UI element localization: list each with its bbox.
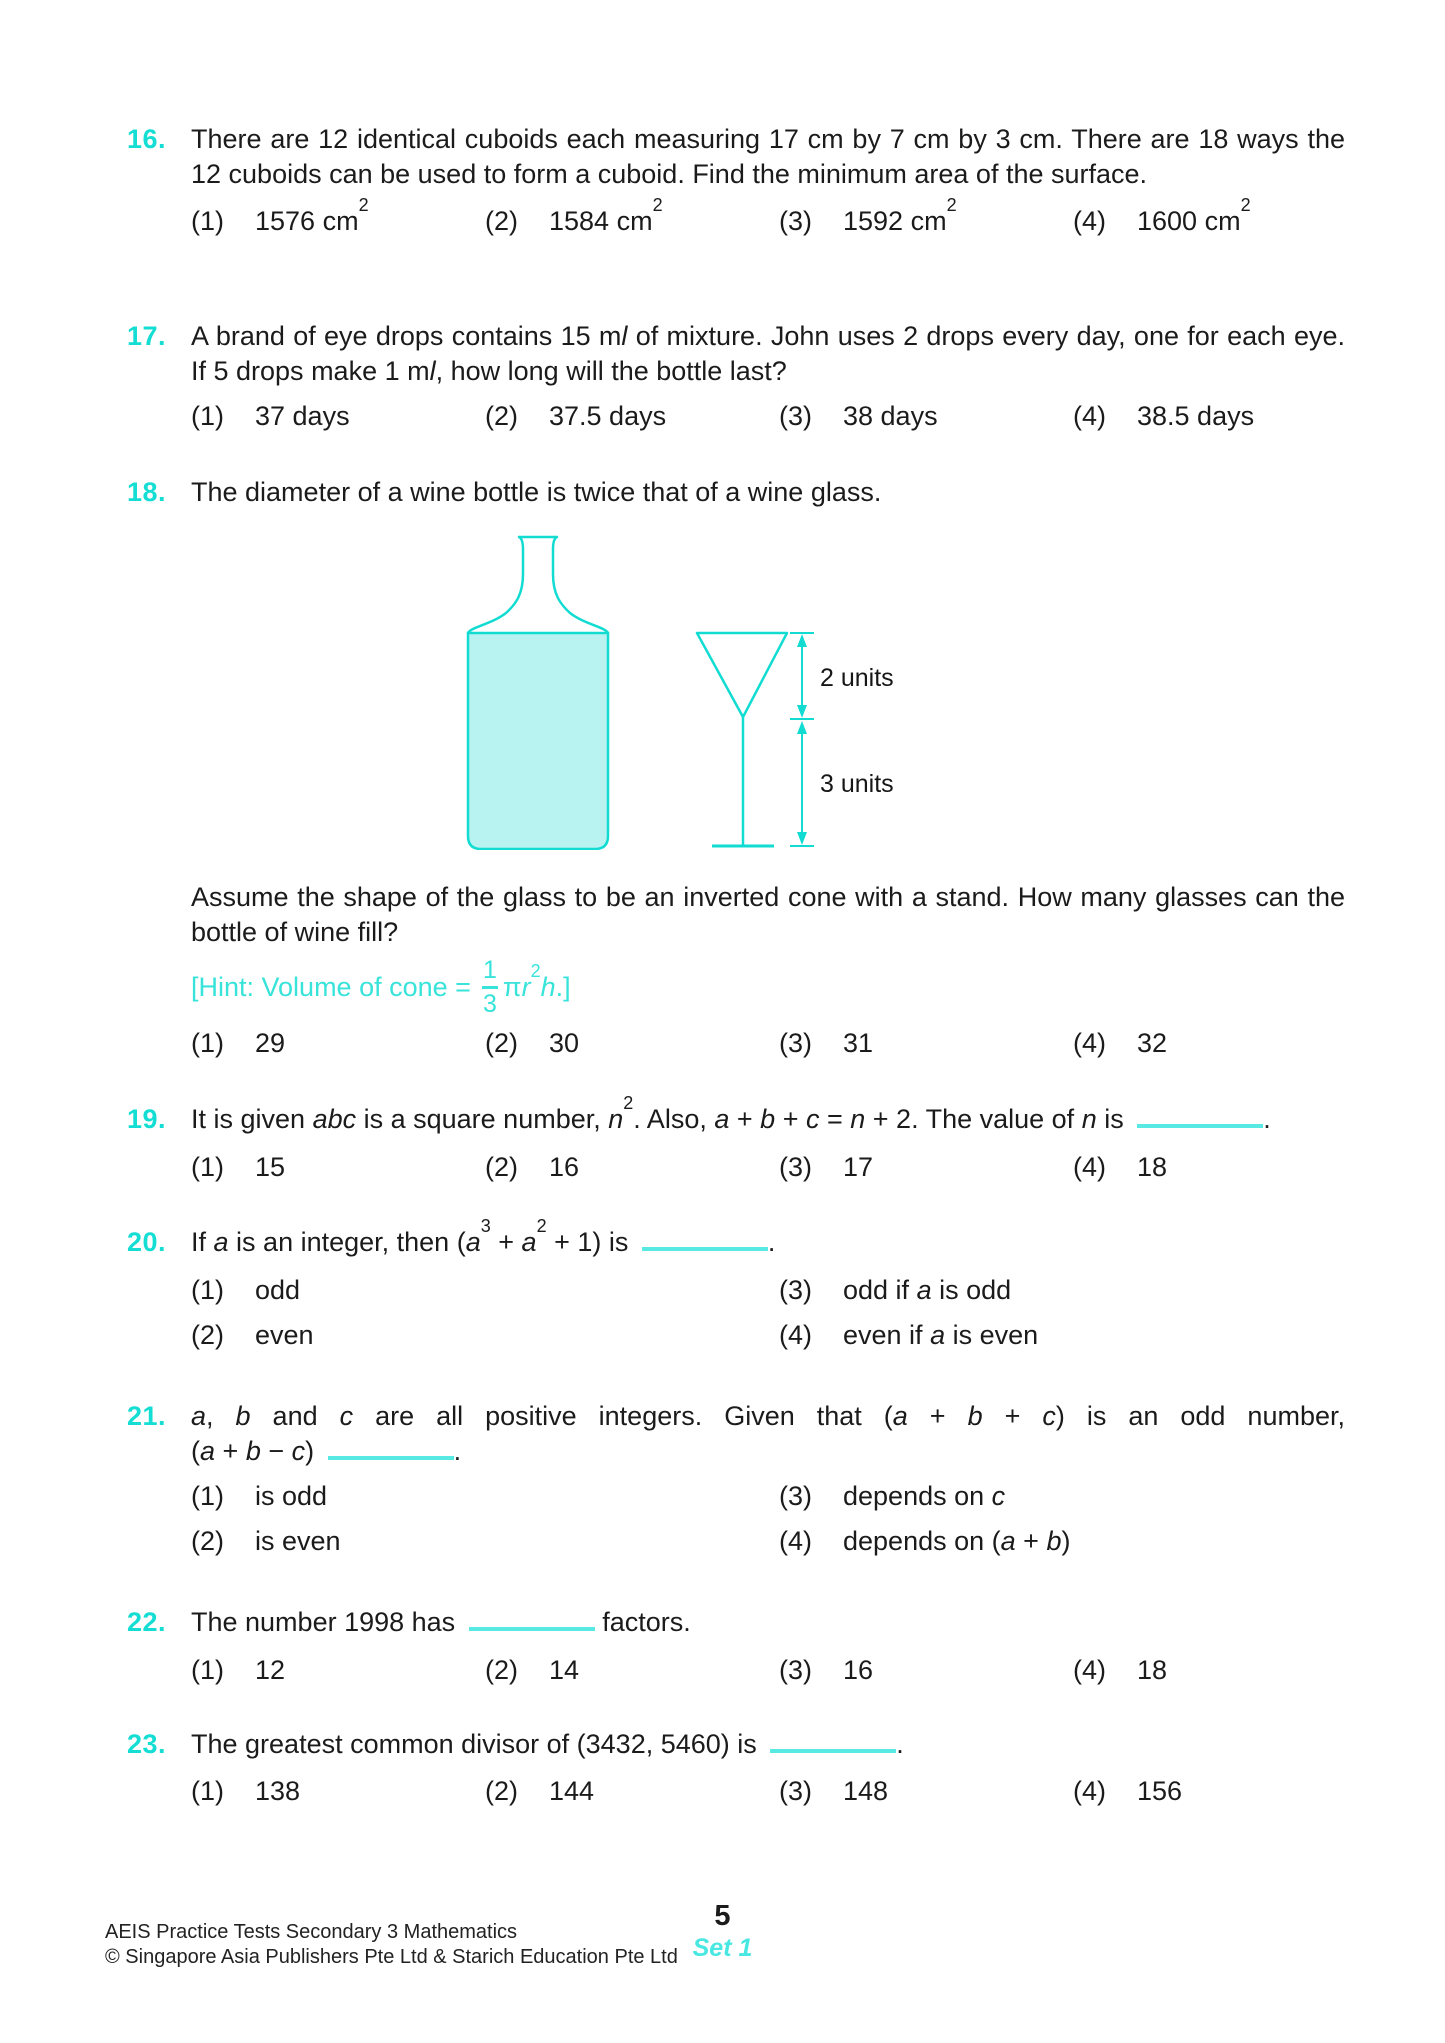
option-label: (1) (191, 1028, 224, 1058)
option (779, 1318, 1405, 1353)
question-21-number: 21. (126, 1401, 166, 1431)
option-value: 29 (255, 1028, 286, 1058)
dimension-arrow-cone-height (797, 634, 807, 718)
option-value: 1584 $cm^2$ (549, 195, 663, 236)
option-value: odd if a is odd (843, 1275, 1012, 1305)
footer-copyright: © Singapore Asia Publishers Pte Ltd & Starich Education Pte Ltd (105, 1946, 678, 1968)
option-value: is even (255, 1526, 341, 1556)
option-value: 37.5 days (549, 401, 667, 431)
fraction-one-third (482, 955, 498, 1018)
question-23-text: The greatest common divisor of (3432, 5460) is . (191, 1729, 904, 1759)
question-19 (0, 1093, 1445, 1185)
question-18-hint (191, 955, 1445, 1018)
option-value: 18 (1137, 1152, 1168, 1182)
option-label: (4) (1073, 206, 1106, 236)
option-value: 1600 $cm^2$ (1137, 195, 1251, 236)
question-21-options (191, 1479, 1405, 1559)
option-value: 30 (549, 1028, 580, 1058)
option-value: 16 (843, 1655, 874, 1685)
option (779, 1479, 1405, 1514)
question-20-options (191, 1273, 1405, 1353)
option-value: depends on c (843, 1481, 1006, 1511)
option-label: (1) (191, 1481, 224, 1511)
fraction-bar (482, 986, 498, 989)
option (779, 195, 1073, 239)
option-label: (1) (191, 1152, 224, 1182)
question-16-options (191, 195, 1405, 239)
question-23 (0, 1727, 1445, 1809)
option-value: even if a is even (843, 1320, 1039, 1350)
option-value: 138 (255, 1776, 301, 1806)
question-19-number: 19. (126, 1104, 166, 1134)
option (779, 1273, 1405, 1308)
option (191, 1653, 485, 1688)
option (485, 1150, 779, 1185)
question-21-text-line2: (a + b − c) . (191, 1436, 462, 1466)
question-19-text: It is given abc is a square number, $n^2$. Also, a + b + c = n + 2. The value of n is . (191, 1093, 1271, 1134)
option-value: 37 days (255, 401, 350, 431)
footer-book-title: AEIS Practice Tests Secondary 3 Mathematics (105, 1921, 518, 1943)
question-17-options (191, 399, 1405, 434)
option-value: depends on (a + b) (843, 1526, 1071, 1556)
option-label: (1) (191, 1776, 224, 1806)
page-footer (0, 1900, 1445, 2000)
option-value: 18 (1137, 1655, 1168, 1685)
option-label: (2) (485, 401, 518, 431)
option-label: (1) (191, 401, 224, 431)
fraction-numerator: 1 (482, 955, 497, 984)
option (779, 399, 1073, 434)
question-22-number: 22. (126, 1607, 166, 1637)
question-21 (0, 1399, 1445, 1559)
option-label: (2) (191, 1320, 224, 1350)
option-value: even (255, 1320, 314, 1350)
hint-prefix: [Hint: Volume of cone = (191, 971, 471, 1002)
question-17-number: 17. (126, 321, 166, 351)
option-value: 144 (549, 1776, 595, 1806)
option (191, 1273, 779, 1308)
answer-blank (770, 1749, 896, 1753)
option-value: 156 (1137, 1776, 1183, 1806)
question-23-options (191, 1774, 1405, 1809)
fraction-denominator: 3 (482, 989, 497, 1018)
option (191, 1774, 485, 1809)
option-label: (3) (779, 1028, 812, 1058)
option-value: 38 days (843, 401, 938, 431)
question-16 (0, 122, 1445, 239)
question-18-number: 18. (126, 477, 166, 507)
question-16-text: There are 12 identical cuboids each measuring 17 cm by 7 cm by 3 cm. There are 18 ways the 12 cuboids can be used to form a cuboid. Find the minimum area of the surface. (191, 124, 1345, 189)
option-label: (2) (485, 206, 518, 236)
option-label: (3) (779, 1776, 812, 1806)
option-value: 148 (843, 1776, 889, 1806)
option-label: (1) (191, 1275, 224, 1305)
option (1073, 399, 1405, 434)
option-label: (2) (485, 1028, 518, 1058)
option-label: (2) (485, 1655, 518, 1685)
option-value: 32 (1137, 1028, 1168, 1058)
wine-bottle-and-glass-diagram (440, 520, 910, 850)
option-label: (3) (779, 1481, 812, 1511)
question-19-options (191, 1150, 1405, 1185)
dimension-arrow-stem-height (797, 721, 807, 845)
option-label: (3) (779, 1655, 812, 1685)
option (779, 1150, 1073, 1185)
question-20-text: If a is an integer, then $(a^3 + a^2 + 1)$ is . (191, 1216, 776, 1257)
option (1073, 1150, 1405, 1185)
option-label: (4) (1073, 1655, 1106, 1685)
option-value: 1576 $cm^2$ (255, 195, 369, 236)
option (191, 195, 485, 239)
question-20 (0, 1216, 1445, 1353)
answer-blank (469, 1627, 595, 1631)
option (191, 1524, 779, 1559)
option-label: (2) (485, 1776, 518, 1806)
option-value: 31 (843, 1028, 874, 1058)
bottle-neck-right (553, 537, 608, 633)
option (485, 195, 779, 239)
option (1073, 1026, 1405, 1061)
option-label: (4) (1073, 1028, 1106, 1058)
bottle-neck-left (468, 537, 523, 633)
option-value: 15 (255, 1152, 286, 1182)
option (779, 1774, 1073, 1809)
bottle-body (468, 633, 608, 849)
option (191, 1318, 779, 1353)
option-value: is odd (255, 1481, 328, 1511)
option (191, 1026, 485, 1061)
option-value: 38.5 days (1137, 401, 1255, 431)
page-number: 5 (714, 1900, 731, 1932)
option (779, 1653, 1073, 1688)
hint-suffix: $\pi r^2h$.] (502, 960, 571, 1002)
glass-cone (697, 633, 787, 717)
question-18-options (191, 1026, 1405, 1061)
option (1073, 1653, 1405, 1688)
option (485, 399, 779, 434)
answer-blank (328, 1456, 454, 1460)
option (485, 1653, 779, 1688)
option (191, 1150, 485, 1185)
question-18-text-continued: Assume the shape of the glass to be an inverted cone with a stand. How many glasses can the bottle of wine fill? (191, 882, 1345, 947)
question-18-text: The diameter of a wine bottle is twice that of a wine glass. (191, 477, 882, 507)
option (779, 1026, 1073, 1061)
option (1073, 195, 1405, 239)
option-value: 17 (843, 1152, 874, 1182)
question-21-text-line1: a, b and c are all positive integers. Given that (a + b + c) is an odd number, (191, 1401, 1345, 1431)
question-17 (0, 319, 1445, 434)
option (779, 1524, 1405, 1559)
question-17-text: A brand of eye drops contains 15 ml of mixture. John uses 2 drops every day, one for each eye. If 5 drops make 1 ml, how long will the bottle last? (191, 321, 1345, 386)
question-16-number: 16. (126, 124, 166, 154)
option-value: odd (255, 1275, 301, 1305)
option-label: (2) (485, 1152, 518, 1182)
answer-blank (1137, 1124, 1263, 1128)
option (191, 1479, 779, 1514)
option-label: (3) (779, 1152, 812, 1182)
option-value: 12 (255, 1655, 286, 1685)
footer-page-indicator (0, 1900, 1445, 1963)
option-value: 1592 $cm^2$ (843, 195, 957, 236)
answer-blank (642, 1247, 768, 1251)
question-22-text: The number 1998 has factors. (191, 1607, 691, 1637)
option-label: (1) (191, 1655, 224, 1685)
option-label: (4) (1073, 1776, 1106, 1806)
option (1073, 1774, 1405, 1809)
option-label: (4) (779, 1320, 812, 1350)
set-label: Set 1 (692, 1934, 753, 1962)
option-label: (3) (779, 206, 812, 236)
question-22-options (191, 1653, 1405, 1688)
question-23-number: 23. (126, 1729, 166, 1759)
cone-height-label: 2 units (820, 664, 894, 692)
option (485, 1026, 779, 1061)
option-label: (1) (191, 206, 224, 236)
question-18 (0, 475, 1445, 1061)
option (485, 1774, 779, 1809)
option-label: (4) (1073, 401, 1106, 431)
option-label: (4) (779, 1526, 812, 1556)
option-label: (3) (779, 1275, 812, 1305)
option (191, 399, 485, 434)
option-value: 16 (549, 1152, 580, 1182)
question-22 (0, 1605, 1445, 1688)
option-label: (3) (779, 401, 812, 431)
option-label: (2) (191, 1526, 224, 1556)
stem-height-label: 3 units (820, 770, 894, 798)
option-label: (4) (1073, 1152, 1106, 1182)
question-20-number: 20. (126, 1227, 166, 1257)
option-value: 14 (549, 1655, 580, 1685)
